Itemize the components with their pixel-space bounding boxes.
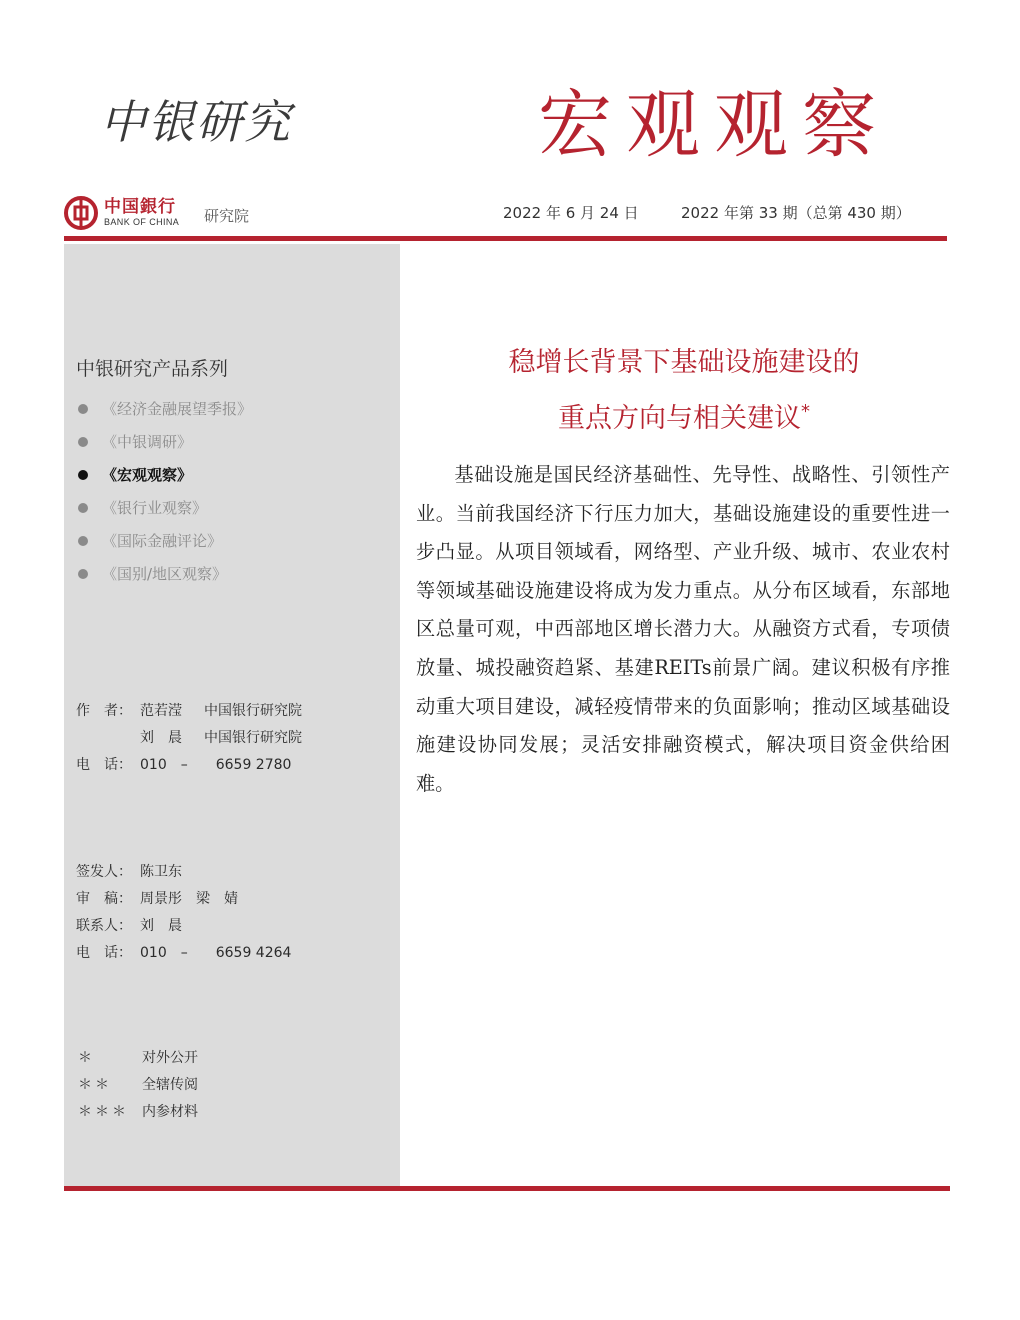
classification-symbol: ＊ <box>78 1050 95 1066</box>
footer-divider <box>64 1186 950 1191</box>
bank-of-china-emblem-icon <box>64 196 98 230</box>
classification-row <box>78 1074 198 1094</box>
author-org: 中国银行研究院 <box>204 730 302 746</box>
issue-date: 2022 年 6 月 24 日 <box>503 204 639 222</box>
classification-label: 全辖传阅 <box>142 1077 198 1093</box>
series-heading: 中银研究产品系列 <box>76 358 229 380</box>
publication-title: 宏观观察 <box>538 82 890 168</box>
series-item <box>76 557 252 590</box>
classification-symbol: ＊＊ <box>78 1077 112 1093</box>
article-title-text: 重点方向与相关建议 <box>558 403 801 434</box>
series-item-label: 《银行业观察》 <box>102 499 208 517</box>
contact-phone: 010 – 6659 4264 <box>140 945 292 961</box>
article-summary: 基础设施是国民经济基础性、先导性、战略性、引领性产业。当前我国经济下行压力加大，基础设施建设的重要性进一步凸显。从项目领域看，网络型、产业升级、城市、农业农村等领域基础设施建设将成为发力重点。从分布区域看，东部地区总量可观，中西部地区增长潜力大。从融资方式看，专项债放量、城投融资趋紧、基建REITs前景广阔。建议积极有序推动重大项目建设，减轻疫情带来的负面影响；推动区域基础设施建设协同发展；灵活安排融资模式，解决项目资金供给困难。 <box>416 463 950 795</box>
phone-label: 电 话： <box>76 757 132 773</box>
classification-symbol: ＊＊＊ <box>78 1104 129 1120</box>
bullet-icon <box>78 470 88 480</box>
issue-number: 2022 年第 33 期（总第 430 期） <box>681 204 911 222</box>
contact-phone-row <box>76 942 291 962</box>
series-item-label: 《宏观观察》 <box>102 466 193 484</box>
reviewer-label: 审 稿： <box>76 891 132 907</box>
reviewer-names: 周景彤 梁 婧 <box>140 891 238 907</box>
brand-logo: 中银研究 <box>100 95 292 149</box>
series-item-label: 《中银调研》 <box>102 433 193 451</box>
bullet-icon <box>78 569 88 579</box>
author-phone-row <box>76 754 291 774</box>
author-org: 中国银行研究院 <box>204 703 302 719</box>
signer-label: 签发人： <box>76 864 132 880</box>
series-item <box>76 524 252 557</box>
institute-label: 研究院 <box>204 207 250 225</box>
bullet-icon <box>78 536 88 546</box>
contact-name: 刘 晨 <box>140 918 182 934</box>
article-title-line2 <box>420 396 948 435</box>
article-title-line1: 稳增长背景下基础设施建设的 <box>508 347 860 378</box>
bullet-icon <box>78 404 88 414</box>
reviewer-row <box>76 888 238 908</box>
bank-name-english: BANK OF CHINA <box>104 217 180 227</box>
author-row <box>76 700 302 720</box>
series-item-active <box>76 458 252 491</box>
author-row <box>76 727 302 747</box>
series-list <box>76 392 252 590</box>
series-item <box>76 491 252 524</box>
bank-name: 中国銀行 <box>104 197 176 217</box>
contact-label: 联系人： <box>76 918 132 934</box>
author-name: 刘 晨 <box>140 730 182 746</box>
bullet-icon <box>78 503 88 513</box>
signer-name: 陈卫东 <box>140 864 182 880</box>
series-item-label: 《经济金融展望季报》 <box>102 400 253 418</box>
footnote-mark: * <box>801 401 810 422</box>
classification-row <box>78 1047 198 1067</box>
classification-row <box>78 1101 198 1121</box>
bullet-icon <box>78 437 88 447</box>
phone-label: 电 话： <box>76 945 132 961</box>
header-divider <box>64 236 947 241</box>
series-item-label: 《国际金融评论》 <box>102 532 223 550</box>
contact-row <box>76 915 182 935</box>
signer-row <box>76 861 182 881</box>
series-item <box>76 392 252 425</box>
classification-label: 对外公开 <box>142 1050 198 1066</box>
author-name: 范若滢 <box>140 703 182 719</box>
series-item <box>76 425 252 458</box>
classification-label: 内参材料 <box>142 1104 198 1120</box>
author-phone: 010 – 6659 2780 <box>140 757 292 773</box>
series-item-label: 《国别/地区观察》 <box>102 565 228 583</box>
author-label: 作 者： <box>76 703 132 719</box>
